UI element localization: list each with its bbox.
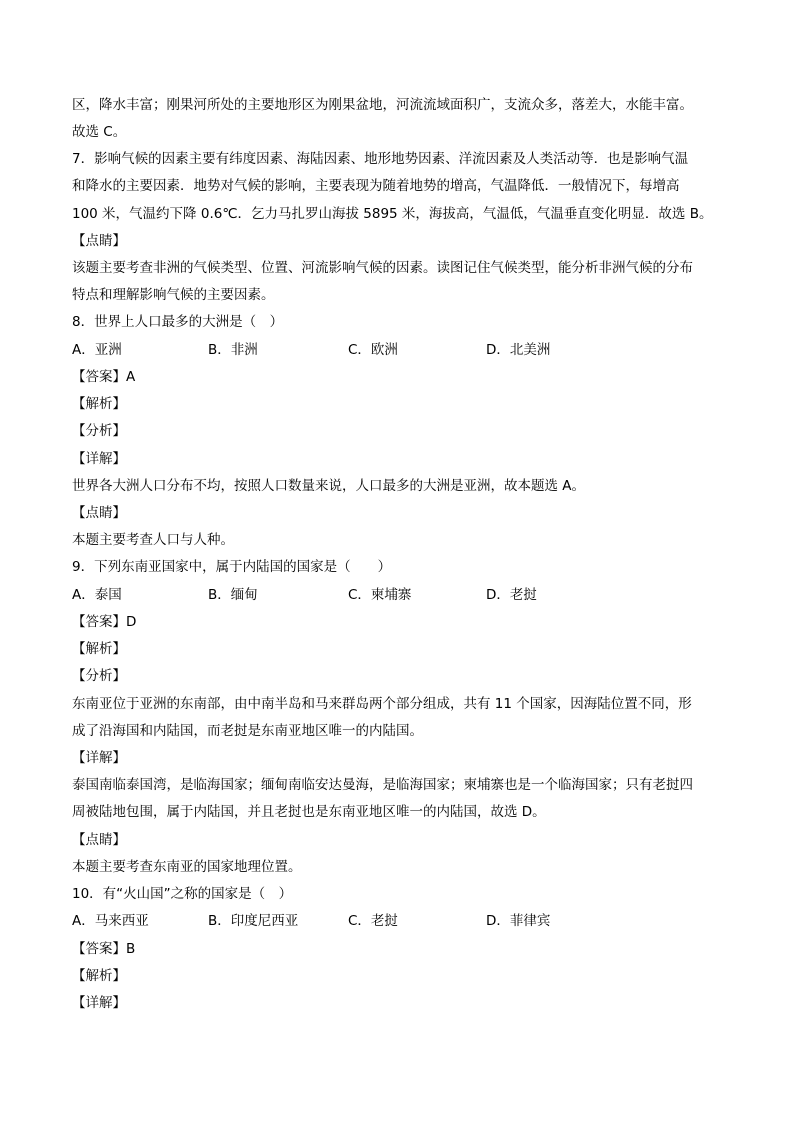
question-10-text: 10．有“火山国”之称的国家是（ ） bbox=[72, 886, 293, 902]
answer-tag: 【答案】A bbox=[72, 369, 136, 385]
question-8-text: 8．世界上人口最多的大洲是（ ） bbox=[72, 314, 284, 330]
text-line: 周被陆地包围，属于内陆国，并且老挝也是东南亚地区唯一的内陆国，故选 D。 bbox=[72, 804, 546, 820]
option-c: C．欧洲 bbox=[348, 342, 398, 358]
text-line: 成了沿海国和内陆国，而老挝是东南亚地区唯一的内陆国。 bbox=[72, 723, 423, 739]
section-tag-xiangjie: 【详解】 bbox=[72, 995, 126, 1011]
text-line: 该题主要考查非洲的气候类型、位置、河流影响气候的因素。读图记住气候类型，能分析非洲气候的分布 bbox=[72, 260, 693, 276]
text-line: 特点和理解影响气候的主要因素。 bbox=[72, 287, 275, 303]
option-c: C．柬埔寨 bbox=[348, 587, 412, 603]
section-tag-fenxi: 【分析】 bbox=[72, 668, 126, 684]
answer-tag: 【答案】D bbox=[72, 614, 137, 630]
option-d: D．北美洲 bbox=[486, 342, 551, 358]
question-9-text: 9．下列东南亚国家中，属于内陆国的国家是（ ） bbox=[72, 559, 392, 575]
text-line: 东南亚位于亚洲的东南部，由中南半岛和马来群岛两个部分组成，共有 11 个国家，因海陆位置不同，形 bbox=[72, 696, 692, 712]
text-line: 本题主要考查东南亚的国家地理位置。 bbox=[72, 859, 302, 875]
option-b: B．非洲 bbox=[208, 342, 258, 358]
section-tag-dianjing: 【点睛】 bbox=[72, 505, 126, 521]
text-line: 和降水的主要因素．地势对气候的影响，主要表现为随着地势的增高，气温降低．一般情况下，每增高 bbox=[72, 178, 680, 194]
section-tag-fenxi: 【分析】 bbox=[72, 423, 126, 439]
section-tag-xiangjie: 【详解】 bbox=[72, 750, 126, 766]
option-d: D．菲律宾 bbox=[486, 913, 551, 929]
section-tag-dianjing: 【点睛】 bbox=[72, 233, 126, 249]
section-tag-xiangjie: 【详解】 bbox=[72, 451, 126, 467]
text-line: 100 米，气温约下降 0.6℃．乞力马扎罗山海拔 5895 米，海拔高，气温低，气温垂直变化明显．故选 B。 bbox=[72, 206, 713, 222]
text-line: 区，降水丰富；刚果河所处的主要地形区为刚果盆地，河流流域面积广，支流众多，落差大，水能丰富。 bbox=[72, 97, 693, 113]
section-tag-dianjing: 【点睛】 bbox=[72, 832, 126, 848]
text-line: 世界各大洲人口分布不均，按照人口数量来说，人口最多的大洲是亚洲，故本题选 A。 bbox=[72, 478, 586, 494]
question-7-text: 7．影响气候的因素主要有纬度因素、海陆因素、地形地势因素、洋流因素及人类活动等．也是影响气温 bbox=[72, 151, 689, 167]
section-tag-jiexi: 【解析】 bbox=[72, 968, 126, 984]
option-c: C．老挝 bbox=[348, 913, 398, 929]
section-tag-jiexi: 【解析】 bbox=[72, 396, 126, 412]
option-d: D．老挝 bbox=[486, 587, 537, 603]
text-line: 故选 C。 bbox=[72, 124, 127, 140]
text-line: 泰国南临泰国湾，是临海国家；缅甸南临安达曼海，是临海国家；柬埔寨也是一个临海国家；只有老挝四 bbox=[72, 777, 693, 793]
option-a: A．亚洲 bbox=[72, 342, 122, 358]
option-a: A．泰国 bbox=[72, 587, 122, 603]
question-9-options bbox=[72, 586, 632, 604]
text-line: 本题主要考查人口与人种。 bbox=[72, 532, 234, 548]
question-10-options bbox=[72, 912, 632, 930]
option-a: A．马来西亚 bbox=[72, 913, 149, 929]
option-b: B．印度尼西亚 bbox=[208, 913, 299, 929]
section-tag-jiexi: 【解析】 bbox=[72, 641, 126, 657]
question-8-options bbox=[72, 341, 632, 359]
answer-tag: 【答案】B bbox=[72, 941, 136, 957]
option-b: B．缅甸 bbox=[208, 587, 258, 603]
